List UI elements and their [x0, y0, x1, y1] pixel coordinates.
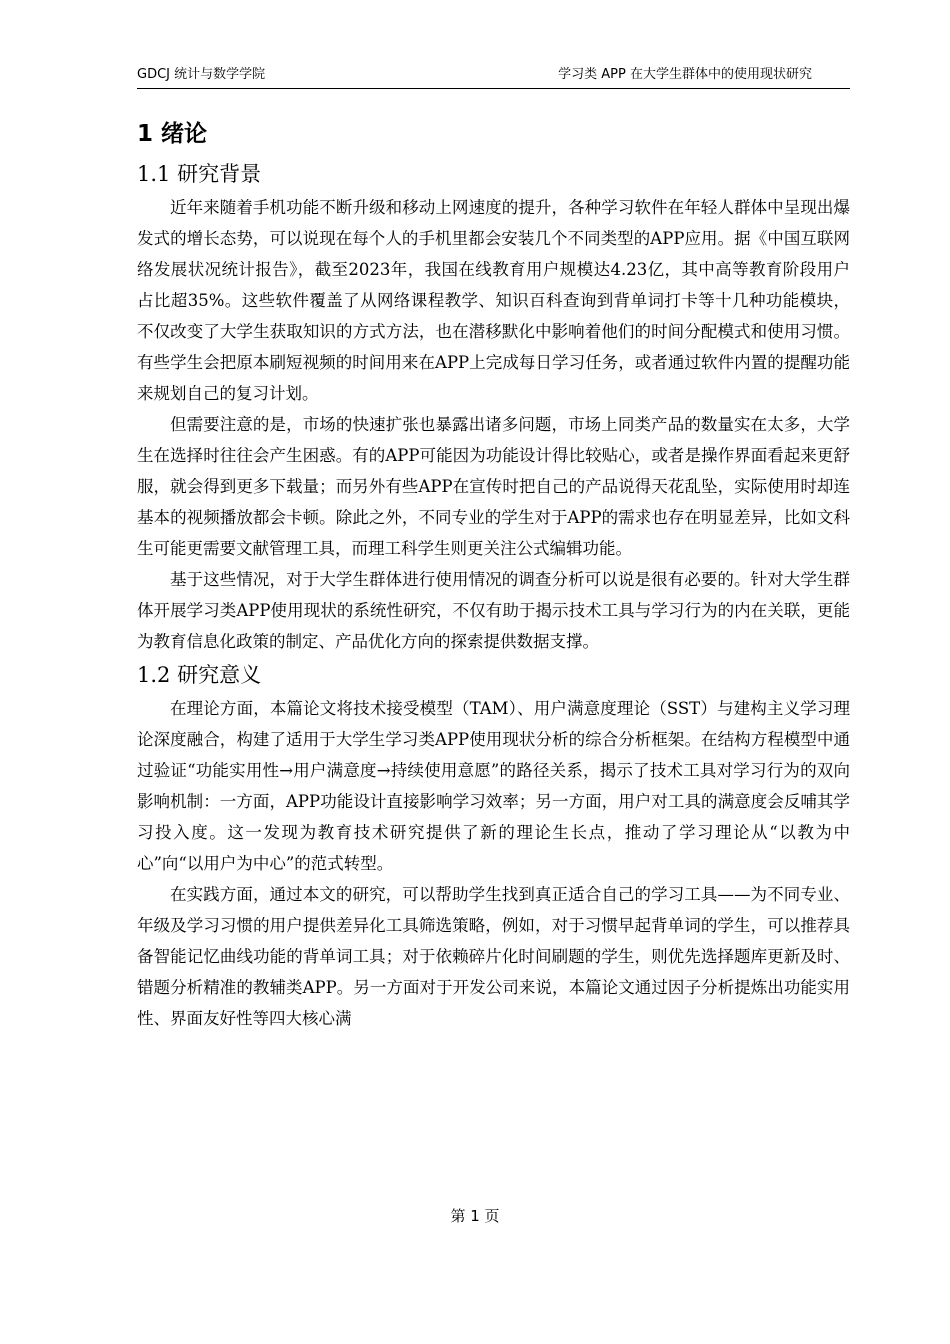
body-paragraph: 但需要注意的是，市场的快速扩张也暴露出诸多问题，市场上同类产品的数量实在太多，大学生在选择时往往会产生困惑。有的APP可能因为功能设计得比较贴心，或者是操作界面看起来更舒服，就会得到更多下载量；而另外有些APP在宣传时把自己的产品说得天花乱坠，实际使用时却连基本的视频播放都会卡顿。除此之外，不同专业的学生对于APP的需求也存在明显差异，比如文科生可能更需要文献管理工具，而理工科学生则更关注公式编辑功能。 — [137, 415, 850, 558]
page-number: 第 1 页 — [450, 1207, 500, 1225]
section-title-significance: 1.2 研究意义 — [137, 663, 262, 687]
body-paragraph: 近年来随着手机功能不断升级和移动上网速度的提升，各种学习软件在年轻人群体中呈现出爆发式的增长态势，可以说现在每个人的手机里都会安装几个不同类型的APP应用。据《中国互联网络发展状况统计报告》，截至2023年，我国在线教育用户规模达4.23亿，其中高等教育阶段用户占比超35%。这些软件覆盖了从网络课程教学、知识百科查询到背单词打卡等十几种功能模块，不仅改变了大学生获取知识的方式方法，也在潜移默化中影响着他们的时间分配模式和使用习惯。有些学生会把原本刷短视频的时间用来在APP上完成每日学习任务，或者通过软件内置的提醒功能来规划自己的复习计划。 — [137, 198, 850, 403]
header-institution: GDCJ 统计与数学学院 — [137, 67, 266, 82]
header-paper-title: 学习类 APP 在大学生群体中的使用现状研究 — [558, 67, 812, 82]
body-paragraph: 在理论方面，本篇论文将技术接受模型（TAM）、用户满意度理论（SST）与建构主义学习理论深度融合，构建了适用于大学生学习类APP使用现状分析的综合分析框架。在结构方程模型中通过验证“功能实用性→用户满意度→持续使用意愿”的路径关系，揭示了技术工具对学习行为的双向影响机制：一方面，APP功能设计直接影响学习效率；另一方面，用户对工具的满意度会反哺其学习投入度。这一发现为教育技术研究提供了新的理论生长点，推动了学习理论从“以教为中心”向“以用户为中心”的范式转型。 — [137, 699, 850, 873]
chapter-title: 1 绪论 — [137, 121, 208, 147]
body-paragraph: 基于这些情况，对于大学生群体进行使用情况的调查分析可以说是很有必要的。针对大学生群体开展学习类APP使用现状的系统性研究，不仅有助于揭示技术工具与学习行为的内在关联，更能为教育信息化政策的制定、产品优化方向的探索提供数据支撑。 — [137, 570, 850, 651]
page-footer — [0, 1206, 950, 1226]
section-title-background: 1.1 研究背景 — [137, 162, 262, 186]
page-header — [137, 66, 850, 89]
page-content — [137, 112, 850, 1034]
body-paragraph: 在实践方面，通过本文的研究，可以帮助学生找到真正适合自己的学习工具——为不同专业、年级及学习习惯的用户提供差异化工具筛选策略，例如，对于习惯早起背单词的学生，可以推荐具备智能记忆曲线功能的背单词工具；对于依赖碎片化时间刷题的学生，则优先选择题库更新及时、错题分析精准的教辅类APP。另一方面对于开发公司来说，本篇论文通过因子分析提炼出功能实用性、界面友好性等四大核心满 — [137, 885, 850, 1028]
